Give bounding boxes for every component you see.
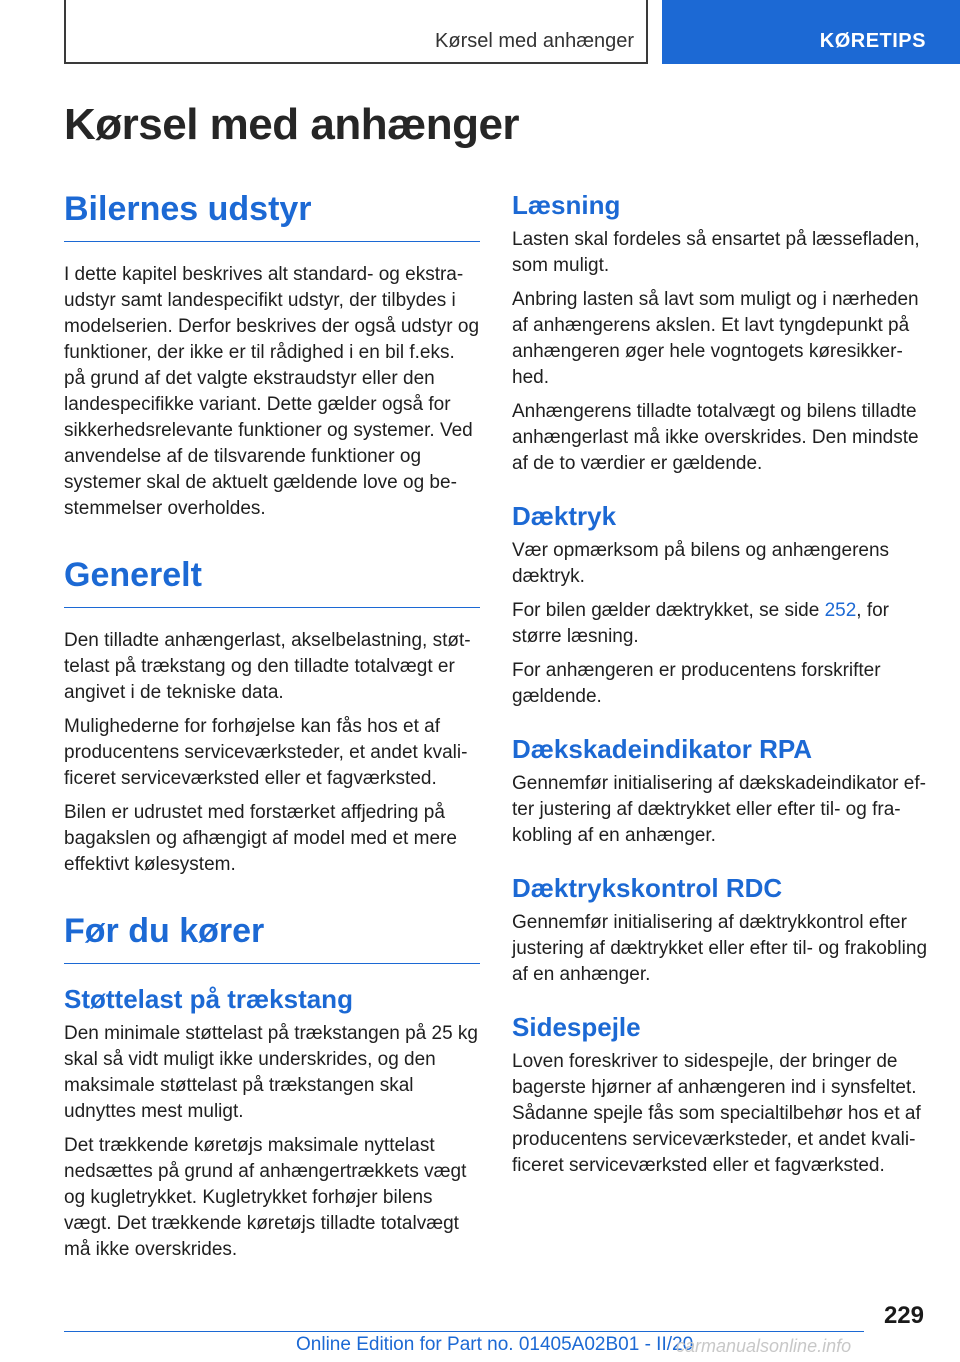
subheading-daektryk: Dæktryk — [512, 501, 617, 531]
paragraph-with-link — [512, 598, 932, 650]
subheading-stoettelast: Støttelast på trækstang — [64, 984, 353, 1014]
paragraph: Loven foreskriver to sidespejle, der bringer de bagerste hjørner af anhængeren ind i synsfeltet. Sådanne spejle fås som specialtilbehør hos et af producentens serviceværksteder, et andet kvalificeret serviceværksted eller et fagværksted. — [512, 1051, 921, 1176]
watermark: carmanualsonline.info — [676, 1336, 852, 1356]
paragraph: Lasten skal fordeles så ensartet på læssefladen, som muligt. — [512, 229, 920, 276]
paragraph: Vær opmærksom på bilens og anhængerens dæktryk. — [512, 540, 890, 587]
header-chapter-title: Kørsel med anhænger — [435, 30, 634, 52]
subheading-sidespejle: Sidespejle — [512, 1012, 641, 1042]
paragraph: Den tilladte anhængerlast, akselbelastning, støttelast på trækstang og den tilladte totalvægt er angivet i de tekniske data. — [64, 630, 471, 703]
page-title: Kørsel med anhænger — [64, 100, 520, 149]
footer-divider — [64, 1331, 864, 1332]
paragraph: Gennemfør initialisering af dæktrykkontrol efter justering af dæktrykket eller efter til- og frakobling af en anhænger. — [512, 912, 928, 985]
text: , for større læsning. — [512, 600, 890, 647]
page-reference-link[interactable]: 252 — [824, 600, 857, 621]
subheading-rpa: Dækskadeindikator RPA — [512, 734, 813, 764]
header-title-box — [64, 0, 648, 64]
section-heading-generelt: Generelt — [64, 556, 480, 608]
paragraph: Bilen er udrustet med forstærket affjedring på bagakslen og afhængigt af model med et mere effektivt kølesystem. — [64, 802, 457, 875]
paragraph: For anhængeren er producentens forskrifter gældende. — [512, 660, 881, 707]
paragraph: Anbring lasten så lavt som muligt og i nærheden af anhængerens akslen. Et lavt tyngdepunkt på anhængeren øger hele vogntogets køresikkerhed. — [512, 289, 919, 388]
paragraph: Den minimale støttelast på trækstangen på 25 kg skal så vidt muligt ikke underskrides, og den maksimale støttelast på trækstangen skal udnyttes mest muligt. — [64, 1023, 478, 1122]
paragraph: Mulighederne for forhøjelse kan fås hos et af producentens serviceværksteder, et andet kvalificeret serviceværksted eller et fagværksted. — [64, 716, 468, 789]
header-section-tab[interactable] — [662, 0, 960, 64]
paragraph: Det trækkende køretøjs maksimale nyttelast nedsættes på grund af anhængertrækkets vægt og kugletrykket. Kugletrykket forhøjer bilens vægt. Det trækkende køretøjs tilladte totalvægt må ikke overskrides. — [64, 1135, 467, 1260]
paragraph: Anhængerens tilladte totalvægt og bilens tilladte anhængerlast må ikke overskrides. Den mindste af de to værdier er gældende. — [512, 401, 919, 474]
paragraph: Gennemfør initialisering af dækskadeindikator efter justering af dæktrykket eller efter til- og frakobling af en anhænger. — [512, 773, 926, 846]
header-section-label: KØRETIPS — [819, 30, 926, 52]
section-heading-bilernes-udstyr: Bilernes udstyr — [64, 190, 480, 242]
section-heading-foer-du-koerer: Før du kører — [64, 912, 480, 964]
page-number: 229 — [883, 1302, 924, 1329]
text: For bilen gælder dæktrykket, se side — [512, 600, 825, 621]
subheading-rdc: Dæktrykskontrol RDC — [512, 873, 783, 903]
edition-label: Online Edition for Part no. 01405A02B01 - II/20 — [296, 1334, 694, 1355]
subheading-laesning: Læsning — [512, 190, 621, 220]
left-column — [64, 190, 480, 1271]
right-column — [512, 190, 932, 1187]
paragraph: I dette kapitel beskrives alt standard- og ekstraudstyr samt landespecifikt udstyr, der tilbydes i modelserien. Derfor beskrives der også udstyr og funktioner, der ikke er til rådighed i en bil f.eks. på grund af det valgte ekstraudstyr eller den landespecifikke variant. Dette gælder også for sikkerhedsrelevante funktioner og systemer. Ved anvendelse af de tilsvarende funktioner og systemer skal de aktuelt gældende love og bestemmelser overholdes. — [64, 264, 480, 519]
